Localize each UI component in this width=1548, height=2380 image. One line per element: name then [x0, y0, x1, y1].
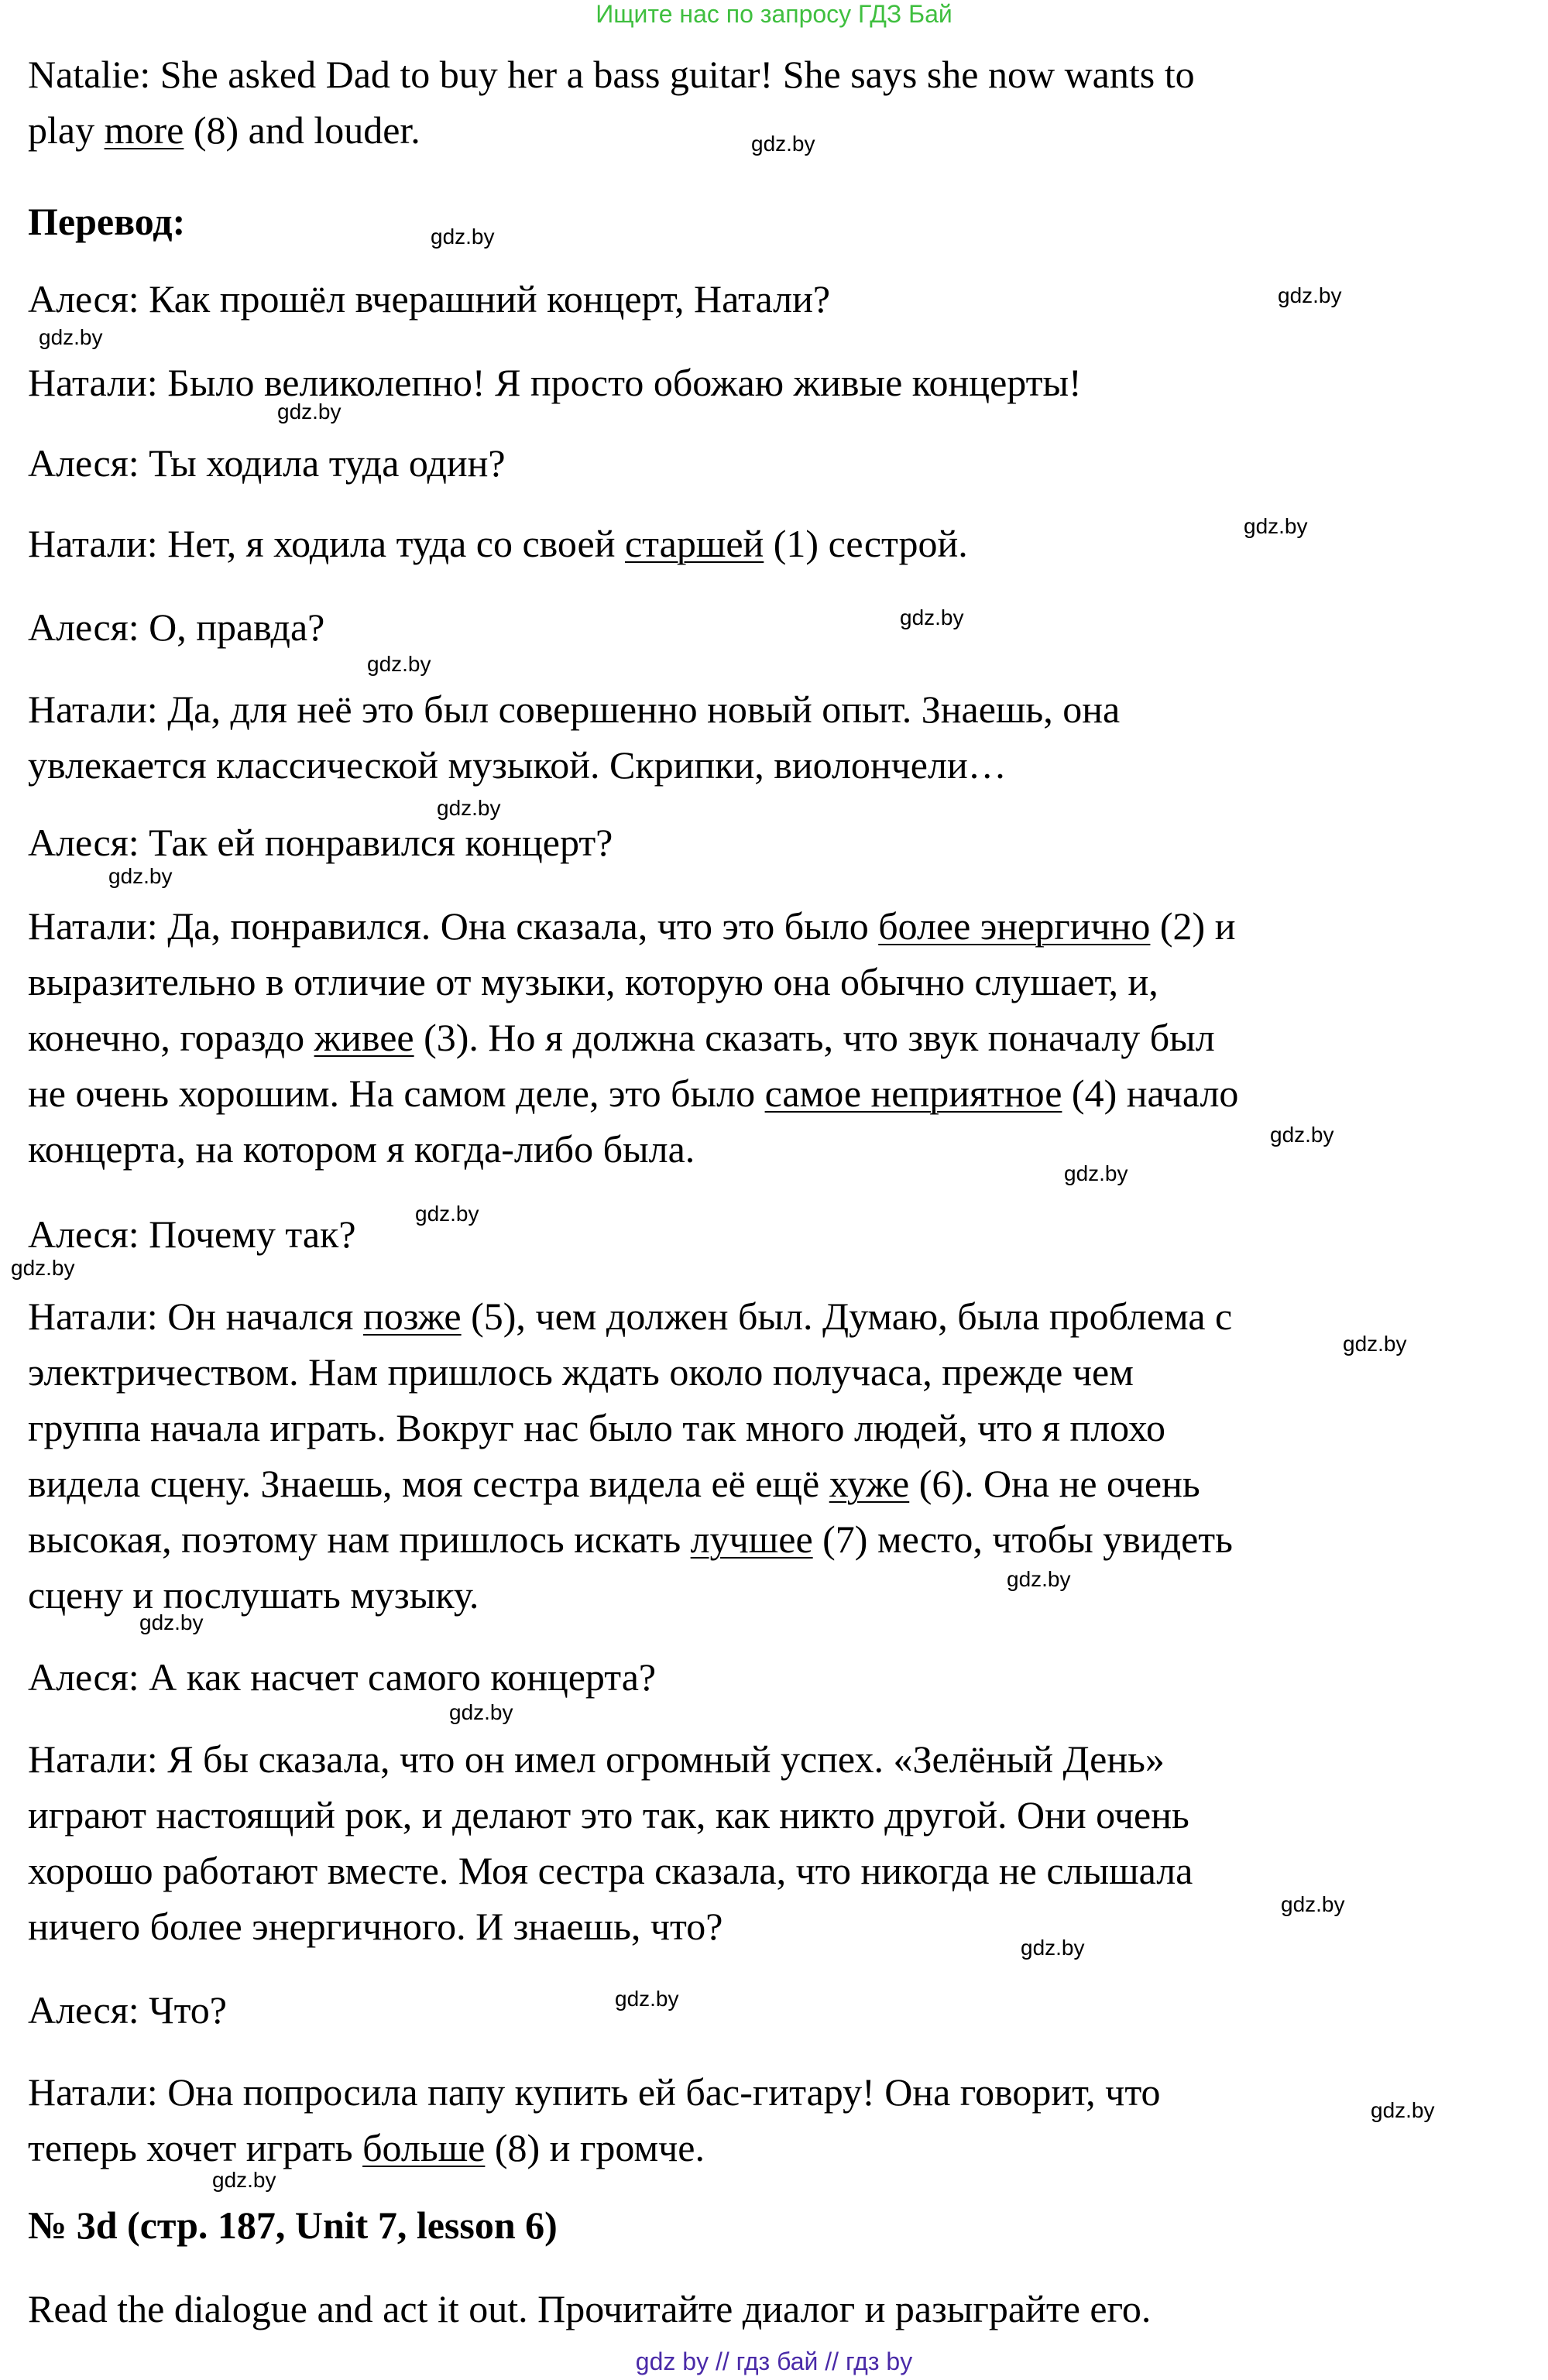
paragraph-text: (6). Она не очень высокая, поэтому нам пришлось искать: [28, 1462, 1200, 1561]
underlined-answer: больше: [362, 2126, 486, 2169]
watermark-text: gdz.by: [900, 605, 964, 629]
watermark-text: gdz.by: [1007, 1567, 1071, 1591]
underlined-answer: старшей: [624, 522, 764, 565]
line-alesya-2: [28, 435, 1499, 491]
watermark-text: gdz.by: [1278, 283, 1342, 307]
watermark-text: gdz.by: [277, 400, 342, 424]
paragraph-text: (2) и выразительно в отличие от музыки, которую она обычно слушает, и, конечно, гораздо: [28, 904, 1236, 1059]
exercise-heading: [28, 2197, 1499, 2253]
watermark-text: gdz.by: [39, 325, 103, 349]
line-natali-5: [28, 1288, 1499, 1623]
paragraph-text: Натали: Я бы сказала, что он имел огромный успех. «Зелёный День» играют настоящий рок, и делают это так, как никто другой. Они очень хорошо работают вместе. Моя сестра сказала, что никогда не слышала ничего более энергичного. И знаешь, что?: [28, 1737, 1193, 1948]
paragraph-text: (8) и громче.: [485, 2126, 705, 2169]
underlined-answer: самое неприятное: [764, 1072, 1062, 1115]
paragraph-text: Натали: Да, понравился. Она сказала, что это было: [28, 904, 879, 948]
watermark-text: gdz.by: [1371, 2098, 1435, 2122]
paragraph-text: Натали: Нет, я ходила туда со своей: [28, 522, 625, 565]
watermark-text: gdz.by: [1244, 514, 1308, 538]
watermark-text: gdz.by: [1270, 1123, 1334, 1147]
line-natali-1: [28, 355, 1499, 410]
line-alesya-4: [28, 814, 1499, 870]
watermark-text: gdz.by: [415, 1202, 479, 1226]
line-alesya-6: [28, 1649, 1499, 1705]
exercise-instruction: [28, 2281, 1499, 2337]
paragraph-text: № 3d (стр. 187, Unit 7, lesson 6): [28, 2203, 558, 2247]
paragraph-text: Natalie: She asked Dad to buy her a bass guitar! She says she now wants to play: [28, 53, 1195, 152]
watermark-text: gdz.by: [751, 132, 815, 156]
paragraph-text: Алеся: Что?: [28, 1988, 227, 2032]
watermark-text: gdz.by: [431, 225, 495, 249]
line-alesya-7: [28, 1982, 1499, 2038]
watermark-text: gdz.by: [1064, 1161, 1128, 1185]
paragraph-text: Алеся: Почему так?: [28, 1212, 356, 1256]
watermark-text: gdz.by: [449, 1700, 513, 1724]
watermark-text: gdz.by: [367, 652, 431, 676]
watermark-text: gdz.by: [437, 796, 501, 820]
paragraph-text: (1) сестрой.: [764, 522, 968, 565]
watermark-text: gdz.by: [1343, 1332, 1407, 1356]
watermark-text: gdz.by: [1021, 1936, 1085, 1960]
paragraph-text: (5), чем должен был. Думаю, была проблема с электричеством. Нам пришлось ждать около получаса, прежде чем группа начала играть. Вокруг нас было так много людей, что я плохо видела сцену. Знаешь, моя сестра видела её ещё: [28, 1295, 1233, 1505]
watermark-text: gdz.by: [212, 2168, 276, 2192]
paragraph-text: Read the dialogue and act it out. Прочитайте диалог и разыграйте его.: [28, 2287, 1152, 2330]
watermark-text: gdz.by: [1281, 1892, 1345, 1916]
underlined-answer: лучшее: [690, 1518, 813, 1561]
watermark-text: gdz.by: [615, 1987, 679, 2011]
paragraph-text: Алеся: Ты ходила туда один?: [28, 441, 506, 485]
watermark-text: gdz.by: [11, 1256, 75, 1280]
paragraph-text: (8) and louder.: [184, 108, 420, 152]
paragraph-text: Натали: Она попросила папу купить ей бас-гитару! Она говорит, что теперь хочет играть: [28, 2070, 1161, 2169]
watermark-text: gdz.by: [108, 864, 173, 888]
site-footer-links[interactable]: gdz by // гдз бай // гдз by: [635, 2347, 913, 2375]
underlined-answer: позже: [362, 1295, 462, 1338]
site-header-banner: Ищите нас по запросу ГДЗ Бай: [596, 0, 952, 28]
paragraph-text: Натали: Он начался: [28, 1295, 363, 1338]
paragraph-text: Натали: Было великолепно! Я просто обожаю живые концерты!: [28, 361, 1082, 404]
paragraph-text: (3). Но я должна сказать, что звук поначалу был не очень хорошим. На самом деле, это было: [28, 1016, 1215, 1115]
paragraph-text: (7) место, чтобы увидеть сцену и послушать музыку.: [28, 1518, 1233, 1617]
underlined-answer: живее: [314, 1016, 414, 1059]
underlined-answer: more: [104, 108, 184, 152]
paragraph-text: Алеся: А как насчет самого концерта?: [28, 1655, 657, 1699]
underlined-answer: более энергично: [878, 904, 1151, 948]
paragraph-text: (4) начало концерта, на котором я когда-либо была.: [28, 1072, 1239, 1171]
line-alesya-5: [28, 1206, 1499, 1262]
paragraph-text: Алеся: О, правда?: [28, 605, 325, 649]
paragraph-text: Алеся: Так ей понравился концерт?: [28, 821, 613, 864]
paragraph-text: Перевод:: [28, 200, 186, 243]
paragraph-text: Алеся: Как прошёл вчерашний концерт, Натали?: [28, 277, 831, 321]
line-natali-6: [28, 1731, 1499, 1954]
translation-heading: [28, 194, 1499, 249]
underlined-answer: хуже: [829, 1462, 910, 1505]
line-natali-7: [28, 2064, 1499, 2176]
paragraph-text: Натали: Да, для неё это был совершенно новый опыт. Знаешь, она увлекается классической музыкой. Скрипки, виолончели…: [28, 688, 1121, 787]
line-alesya-3: [28, 599, 1499, 655]
watermark-text: gdz.by: [139, 1610, 204, 1634]
line-natali-3: [28, 681, 1499, 793]
